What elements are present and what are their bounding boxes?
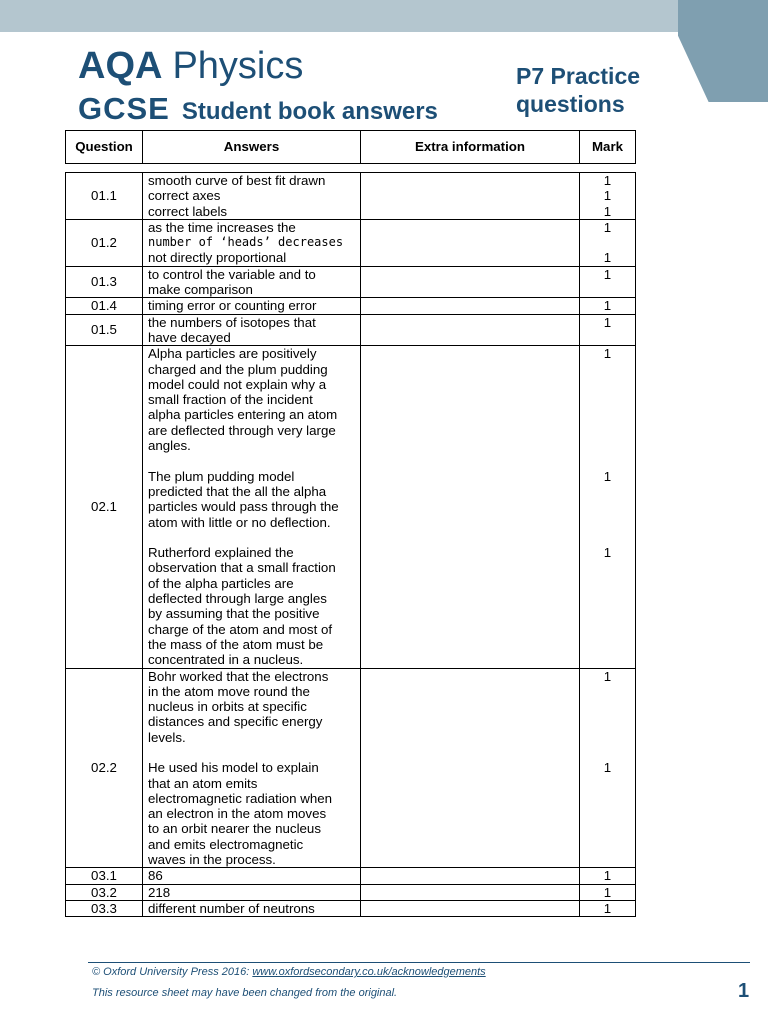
answer-line: smooth curve of best fit drawn (148, 173, 326, 188)
mark-value (580, 392, 635, 407)
question-number: 01.4 (66, 298, 143, 314)
mark-value (580, 622, 635, 637)
answer-cell (143, 219, 361, 266)
extra-information-cell (361, 173, 580, 220)
answer-line: correct labels (148, 203, 228, 219)
answer-line: alpha particles entering an atom (148, 407, 338, 423)
header-question: Question (66, 131, 143, 164)
answer-line: 218 (148, 884, 171, 900)
answer-line: Bohr worked that the electrons (148, 668, 329, 684)
table-row (66, 668, 636, 868)
table-row (66, 884, 636, 900)
page-subtitle: Student book answers (181, 98, 438, 125)
mark-cell (580, 173, 636, 220)
table-row (66, 868, 636, 884)
answer-line: the numbers of isotopes that (148, 314, 316, 330)
answer-line: small fraction of the incident (148, 392, 313, 408)
answer-line: are deflected through very large (148, 422, 336, 438)
extra-information-cell (361, 900, 580, 916)
answer-line: number of ‘heads’ decreases (148, 235, 344, 250)
answer-line: the mass of the atom must be (148, 636, 324, 652)
mark-value (580, 576, 635, 591)
practice-title (516, 62, 640, 118)
mark-value (580, 560, 635, 575)
header-mark: Mark (580, 131, 636, 164)
answer-cell (143, 266, 361, 298)
mark-value: 1 (603, 868, 612, 884)
question-number: 03.2 (66, 884, 143, 900)
answer-line: particles would pass through the (148, 499, 339, 515)
mark-cell (580, 346, 636, 668)
mark-value: 1 (603, 188, 612, 204)
mark-value (580, 852, 635, 867)
answer-line: by assuming that the positive (148, 606, 320, 622)
table-row (66, 266, 636, 298)
mark-value (580, 453, 635, 468)
question-number: 03.3 (66, 900, 143, 916)
answer-line: model could not explain why a (148, 376, 327, 392)
answer-line: and emits electromagnetic (148, 836, 304, 852)
practice-line-2: questions (516, 91, 625, 117)
table-row (66, 314, 636, 346)
brand-gcse: GCSE (78, 91, 170, 126)
answer-cell (143, 900, 361, 916)
extra-information-cell (361, 346, 580, 668)
answer-line: concentrated in a nucleus. (148, 652, 304, 668)
mark-value (580, 530, 635, 545)
mark-cell (580, 884, 636, 900)
answer-line: have decayed (148, 329, 231, 345)
mark-cell (580, 868, 636, 884)
answer-line: Alpha particles are positively (148, 346, 317, 362)
answer-line: of the alpha particles are (148, 575, 294, 591)
mark-cell (580, 668, 636, 868)
answer-line: predicted that the all the alpha (148, 483, 327, 499)
mark-value (580, 714, 635, 729)
mark-value: 1 (603, 219, 612, 235)
footer-note: This resource sheet may have been changed from the original. (92, 987, 398, 999)
mark-value (580, 423, 635, 438)
header-table (65, 130, 636, 164)
answer-line: to an orbit nearer the nucleus (148, 821, 321, 837)
answer-cell (143, 884, 361, 900)
mark-cell (580, 266, 636, 298)
mark-value (580, 837, 635, 852)
answer-line: deflected through large angles (148, 591, 327, 607)
mark-value (580, 499, 635, 514)
acknowledgements-link[interactable]: www.oxfordsecondary.co.uk/acknowledgements (252, 966, 486, 978)
answer-line: He used his model to explain (148, 760, 319, 776)
answer-line (148, 745, 360, 760)
mark-value (580, 438, 635, 453)
mark-value: 1 (603, 266, 612, 282)
answer-line: angles. (148, 438, 191, 454)
mark-value (580, 699, 635, 714)
mark-value (580, 377, 635, 392)
answer-line: 86 (148, 868, 163, 884)
answer-line: correct axes (148, 188, 221, 204)
footer-divider (88, 962, 750, 963)
page-number: 1 (738, 980, 750, 1002)
answer-cell (143, 346, 361, 668)
mark-value: 1 (603, 668, 612, 684)
extra-information-cell (361, 219, 580, 266)
mark-value: 1 (603, 760, 612, 776)
question-number: 02.1 (66, 346, 143, 668)
mark-value (580, 235, 635, 250)
answer-line: distances and specific energy (148, 714, 323, 730)
mark-cell (580, 298, 636, 314)
answer-line (148, 453, 360, 468)
corner-decoration (678, 0, 768, 102)
top-banner (0, 0, 768, 32)
answer-cell (143, 173, 361, 220)
header-row (66, 131, 636, 164)
answer-line: make comparison (148, 282, 253, 298)
question-number: 03.1 (66, 868, 143, 884)
brand-subtitle (78, 90, 438, 134)
mark-value: 1 (603, 346, 612, 362)
answer-cell (143, 668, 361, 868)
extra-information-cell (361, 668, 580, 868)
table-row (66, 346, 636, 668)
mark-cell (580, 900, 636, 916)
mark-value (580, 637, 635, 652)
mark-value (580, 407, 635, 422)
mark-value (580, 606, 635, 621)
mark-value (580, 776, 635, 791)
answer-line: different number of neutrons (148, 900, 315, 916)
mark-value (580, 330, 635, 345)
mark-value (580, 806, 635, 821)
table-row (66, 298, 636, 314)
mark-value (580, 484, 635, 499)
answer-cell (143, 314, 361, 346)
answer-line: nucleus in orbits at specific (148, 699, 307, 715)
extra-information-cell (361, 868, 580, 884)
answer-line: The plum pudding model (148, 468, 295, 484)
header-answers: Answers (143, 131, 361, 164)
copyright-text: © Oxford University Press 2016: (92, 966, 253, 978)
table-row (66, 219, 636, 266)
answer-line: to control the variable and to (148, 266, 316, 282)
mark-value (580, 791, 635, 806)
mark-value: 1 (603, 314, 612, 330)
answers-table (65, 172, 636, 917)
mark-value: 1 (603, 545, 612, 561)
mark-value: 1 (603, 468, 612, 484)
mark-value: 1 (603, 203, 612, 219)
header-extra-information: Extra information (361, 131, 580, 164)
footer-copyright (92, 966, 486, 978)
answer-line: as the time increases the (148, 219, 296, 235)
answer-line: not directly proportional (148, 250, 287, 266)
answer-line (148, 530, 360, 545)
practice-line-1: P7 Practice (516, 63, 641, 89)
question-number: 01.1 (66, 173, 143, 220)
brand-aqa: AQA (78, 45, 163, 87)
answer-line: atom with little or no deflection. (148, 514, 331, 530)
answer-cell (143, 298, 361, 314)
question-number: 02.2 (66, 668, 143, 868)
answer-line: timing error or counting error (148, 298, 317, 314)
answer-cell (143, 868, 361, 884)
mark-value: 1 (603, 298, 612, 314)
brand-physics: Physics (172, 45, 304, 87)
question-number: 01.5 (66, 314, 143, 346)
question-number: 01.3 (66, 266, 143, 298)
mark-value: 1 (603, 250, 612, 266)
mark-value (580, 684, 635, 699)
extra-information-cell (361, 884, 580, 900)
mark-value (580, 282, 635, 297)
answer-line: electromagnetic radiation when (148, 790, 333, 806)
question-number: 01.2 (66, 219, 143, 266)
mark-value (580, 821, 635, 836)
extra-information-cell (361, 314, 580, 346)
answer-line: an electron in the atom moves (148, 806, 327, 822)
mark-cell (580, 314, 636, 346)
mark-value (580, 591, 635, 606)
mark-value: 1 (603, 173, 612, 188)
mark-value (580, 745, 635, 760)
answer-line: charge of the atom and most of (148, 621, 333, 637)
answer-line: that an atom emits (148, 775, 258, 791)
answer-line: in the atom move round the (148, 683, 310, 699)
mark-value (580, 362, 635, 377)
extra-information-cell (361, 298, 580, 314)
mark-value: 1 (603, 900, 612, 916)
brand-title (78, 44, 303, 88)
mark-cell (580, 219, 636, 266)
mark-value (580, 515, 635, 530)
answer-line: Rutherford explained the (148, 545, 294, 561)
answer-line: charged and the plum pudding (148, 361, 328, 377)
answer-line: observation that a small fraction (148, 560, 336, 576)
answer-line: levels. (148, 729, 186, 745)
mark-value (580, 730, 635, 745)
mark-value (580, 652, 635, 667)
table-row (66, 173, 636, 220)
answer-line: waves in the process. (148, 852, 276, 868)
mark-value: 1 (603, 884, 612, 900)
extra-information-cell (361, 266, 580, 298)
table-row (66, 900, 636, 916)
